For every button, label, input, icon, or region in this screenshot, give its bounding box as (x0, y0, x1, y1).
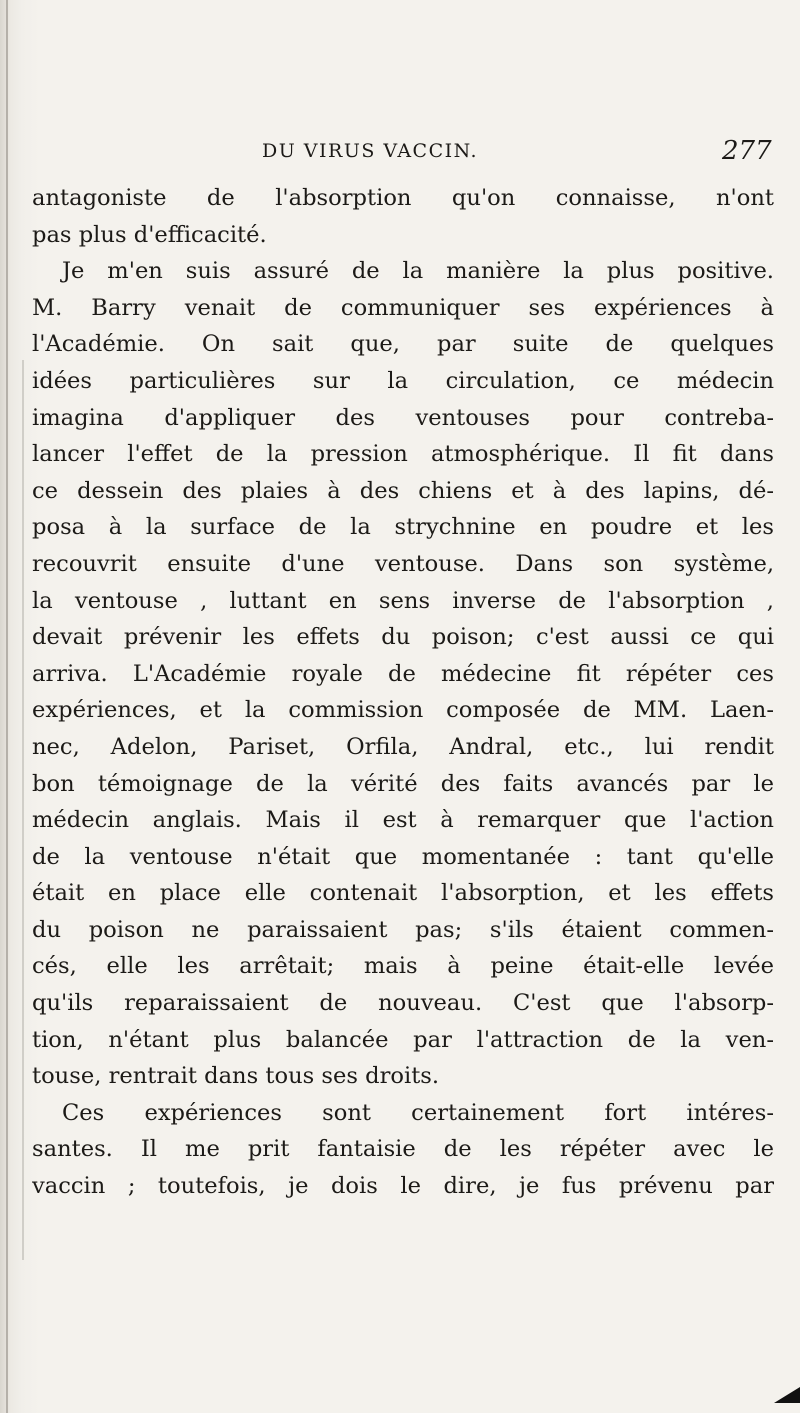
text-line: imagina d'appliquer des ventouses pour contreba- (32, 404, 774, 431)
text-line: pas plus d'efficacité. (32, 221, 267, 248)
text-line: recouvrit ensuite d'une ventouse. Dans son système, (32, 550, 774, 577)
running-head: DU VIRUS VACCIN. (262, 140, 479, 162)
text-line: vaccin ; toutefois, je dois le dire, je fus prévenu par (32, 1173, 774, 1200)
text-line: idées particulières sur la circulation, ce médecin (32, 367, 774, 394)
text-line: antagoniste de l'absorption qu'on connaisse, n'ont (32, 185, 774, 211)
text-line: du poison ne paraissaient pas; s'ils étaient commen- (32, 916, 774, 943)
text-line: santes. Il me prit fantaisie de les répéter avec le (32, 1136, 774, 1163)
text-line: Ces expériences sont certainement fort intéres- (62, 1099, 774, 1126)
text-line: arriva. L'Académie royale de médecine fit répéter ces (32, 660, 774, 687)
text-line: lancer l'effet de la pression atmosphérique. Il fit dans (32, 441, 774, 468)
text-line: qu'ils reparaissaient de nouveau. C'est que l'absorp- (32, 990, 774, 1017)
text-line: la ventouse , luttant en sens inverse de l'absorption , (32, 587, 774, 614)
binding-shadow-line (22, 360, 24, 1260)
text-line: M. Barry venait de communiquer ses expériences à (32, 294, 774, 321)
text-line: expériences, et la commission composée de MM. Laen- (32, 697, 774, 724)
text-line: nec, Adelon, Pariset, Orfila, Andral, etc., lui rendit (32, 733, 774, 760)
text-line: touse, rentrait dans tous ses droits. (32, 1063, 440, 1090)
text-line: tion, n'étant plus balancée par l'attraction de la ven- (32, 1026, 774, 1053)
text-line: devait prévenir les effets du poison; c'est aussi ce qui (32, 624, 774, 651)
text-line: était en place elle contenait l'absorption, et les effets (32, 880, 774, 907)
text-line: l'Académie. On sait que, par suite de quelques (32, 331, 774, 358)
text-line: posa à la surface de la strychnine en poudre et les (32, 514, 774, 541)
text-line: de la ventouse n'était que momentanée : tant qu'elle (32, 843, 774, 870)
text-line: bon témoignage de la vérité des faits avancés par le (32, 770, 774, 797)
body-text (32, 180, 774, 1205)
page-header (0, 136, 800, 170)
text-line: cés, elle les arrêtait; mais à peine était-elle levée (32, 953, 774, 980)
text-line: médecin anglais. Mais il est à remarquer que l'action (32, 807, 774, 834)
page-number: 277 (722, 136, 772, 166)
text-line: ce dessein des plaies à des chiens et à des lapins, dé- (32, 477, 774, 504)
text-line: Je m'en suis assuré de la manière la plus positive. (62, 258, 774, 285)
binding-edge-line (6, 0, 8, 1413)
page-corner-mark (774, 1387, 800, 1403)
